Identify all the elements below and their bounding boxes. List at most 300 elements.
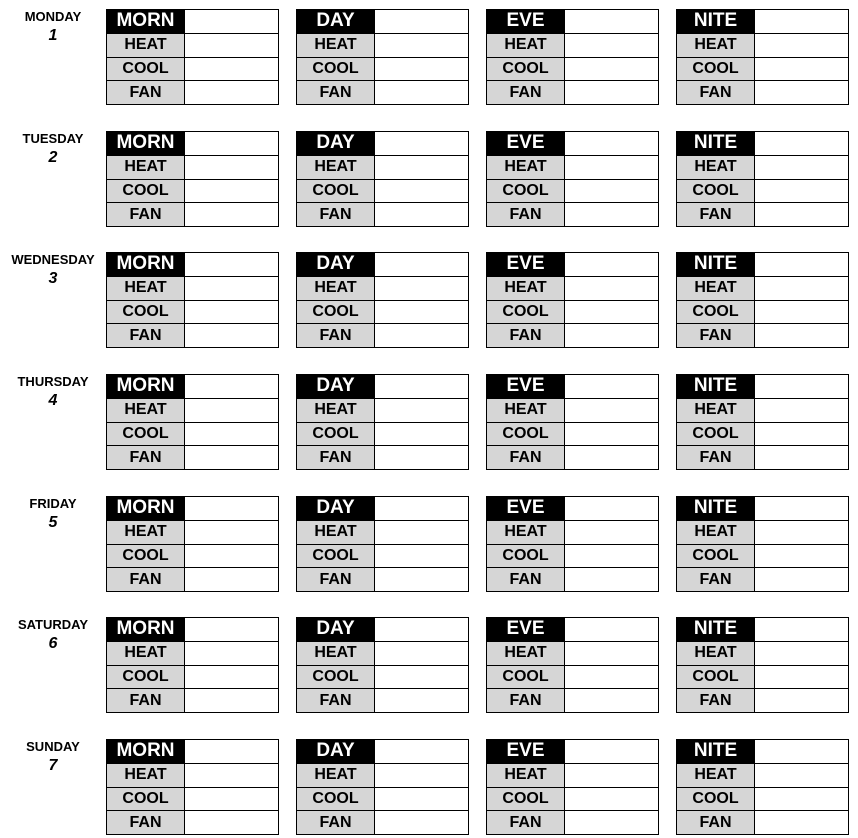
period-header-row xyxy=(487,132,659,156)
setting-value-cell[interactable] xyxy=(755,33,849,57)
setting-value-cell[interactable] xyxy=(755,398,849,422)
setting-row xyxy=(677,422,849,446)
day-label-monday xyxy=(0,9,106,45)
setting-label-cool: COOL xyxy=(677,422,755,446)
setting-label-fan: FAN xyxy=(677,811,755,835)
setting-value-cell[interactable] xyxy=(375,33,469,57)
wednesday-eve-table xyxy=(486,252,659,348)
setting-row xyxy=(107,568,279,592)
period-header: NITE xyxy=(677,253,755,277)
setting-value-cell[interactable] xyxy=(375,811,469,835)
time-entry-cell[interactable] xyxy=(375,375,469,399)
setting-label-cool: COOL xyxy=(487,787,565,811)
setting-label-fan: FAN xyxy=(297,324,375,348)
setting-value-cell[interactable] xyxy=(185,689,279,713)
setting-row xyxy=(297,81,469,105)
setting-value-cell[interactable] xyxy=(565,57,659,81)
time-entry-cell[interactable] xyxy=(565,253,659,277)
setting-row xyxy=(107,544,279,568)
setting-row xyxy=(297,544,469,568)
setting-row xyxy=(487,276,659,300)
setting-row xyxy=(487,665,659,689)
setting-value-cell[interactable] xyxy=(375,398,469,422)
sunday-eve-table xyxy=(486,739,659,835)
setting-value-cell[interactable] xyxy=(185,787,279,811)
wednesday-morn-table xyxy=(106,252,279,348)
setting-label-cool: COOL xyxy=(107,300,185,324)
setting-label-cool: COOL xyxy=(297,787,375,811)
setting-label-heat: HEAT xyxy=(297,763,375,787)
setting-row xyxy=(677,787,849,811)
time-entry-cell[interactable] xyxy=(565,618,659,642)
time-entry-cell[interactable] xyxy=(375,497,469,521)
setting-row xyxy=(107,81,279,105)
day-name: THURSDAY xyxy=(17,374,89,389)
saturday-day-table xyxy=(296,617,469,713)
sunday-morn-table xyxy=(106,739,279,835)
setting-row xyxy=(107,398,279,422)
setting-value-cell[interactable] xyxy=(185,81,279,105)
period-header-row xyxy=(107,618,279,642)
setting-value-cell[interactable] xyxy=(755,787,849,811)
setting-value-cell[interactable] xyxy=(565,300,659,324)
setting-value-cell[interactable] xyxy=(565,446,659,470)
setting-row xyxy=(487,811,659,835)
setting-value-cell[interactable] xyxy=(565,33,659,57)
period-header: DAY xyxy=(297,10,375,34)
time-entry-cell[interactable] xyxy=(755,253,849,277)
period-header: NITE xyxy=(677,497,755,521)
setting-label-fan: FAN xyxy=(487,203,565,227)
period-header: NITE xyxy=(677,618,755,642)
time-entry-cell[interactable] xyxy=(375,253,469,277)
setting-row xyxy=(677,811,849,835)
saturday-morn-table xyxy=(106,617,279,713)
setting-value-cell[interactable] xyxy=(375,324,469,348)
setting-value-cell[interactable] xyxy=(565,763,659,787)
time-entry-cell[interactable] xyxy=(565,132,659,156)
setting-value-cell[interactable] xyxy=(565,422,659,446)
setting-value-cell[interactable] xyxy=(185,57,279,81)
setting-value-cell[interactable] xyxy=(185,641,279,665)
day-name: MONDAY xyxy=(24,9,82,24)
setting-row xyxy=(107,57,279,81)
setting-value-cell[interactable] xyxy=(755,81,849,105)
setting-value-cell[interactable] xyxy=(375,446,469,470)
setting-value-cell[interactable] xyxy=(755,811,849,835)
period-header-row xyxy=(677,375,849,399)
setting-label-heat: HEAT xyxy=(677,520,755,544)
setting-value-cell[interactable] xyxy=(375,544,469,568)
time-entry-cell[interactable] xyxy=(185,497,279,521)
time-entry-cell[interactable] xyxy=(375,132,469,156)
setting-value-cell[interactable] xyxy=(185,446,279,470)
setting-value-cell[interactable] xyxy=(755,641,849,665)
setting-value-cell[interactable] xyxy=(755,324,849,348)
setting-label-cool: COOL xyxy=(677,787,755,811)
setting-row xyxy=(677,33,849,57)
period-header-row xyxy=(677,618,849,642)
setting-row xyxy=(107,520,279,544)
monday-day-table xyxy=(296,9,469,105)
tuesday-day-table xyxy=(296,131,469,227)
setting-value-cell[interactable] xyxy=(755,300,849,324)
setting-value-cell[interactable] xyxy=(185,300,279,324)
setting-value-cell[interactable] xyxy=(565,324,659,348)
day-number: 6 xyxy=(48,635,58,652)
time-entry-cell[interactable] xyxy=(755,10,849,34)
period-header: NITE xyxy=(677,740,755,764)
setting-row xyxy=(297,787,469,811)
period-header-row xyxy=(677,497,849,521)
setting-label-fan: FAN xyxy=(297,81,375,105)
setting-label-fan: FAN xyxy=(297,203,375,227)
time-entry-cell[interactable] xyxy=(375,10,469,34)
setting-row xyxy=(487,179,659,203)
setting-row xyxy=(297,324,469,348)
setting-row xyxy=(297,155,469,179)
friday-nite-table xyxy=(676,496,849,592)
friday-morn-table xyxy=(106,496,279,592)
setting-label-cool: COOL xyxy=(107,544,185,568)
setting-row xyxy=(677,763,849,787)
period-header: DAY xyxy=(297,618,375,642)
setting-value-cell[interactable] xyxy=(565,520,659,544)
setting-row xyxy=(107,811,279,835)
setting-label-cool: COOL xyxy=(297,179,375,203)
setting-value-cell[interactable] xyxy=(185,665,279,689)
setting-value-cell[interactable] xyxy=(375,641,469,665)
time-entry-cell[interactable] xyxy=(565,10,659,34)
setting-label-fan: FAN xyxy=(297,446,375,470)
setting-row xyxy=(297,203,469,227)
setting-value-cell[interactable] xyxy=(565,787,659,811)
setting-value-cell[interactable] xyxy=(375,689,469,713)
setting-value-cell[interactable] xyxy=(755,544,849,568)
setting-row xyxy=(107,276,279,300)
monday-eve-table xyxy=(486,9,659,105)
period-header-row xyxy=(297,10,469,34)
setting-label-cool: COOL xyxy=(677,179,755,203)
setting-row xyxy=(677,300,849,324)
setting-label-cool: COOL xyxy=(107,57,185,81)
setting-value-cell[interactable] xyxy=(185,179,279,203)
time-entry-cell[interactable] xyxy=(755,375,849,399)
setting-row xyxy=(487,300,659,324)
monday-nite-table xyxy=(676,9,849,105)
setting-label-heat: HEAT xyxy=(107,33,185,57)
setting-label-cool: COOL xyxy=(297,422,375,446)
setting-value-cell[interactable] xyxy=(565,398,659,422)
setting-value-cell[interactable] xyxy=(375,203,469,227)
setting-row xyxy=(677,641,849,665)
period-header-row xyxy=(487,375,659,399)
setting-row xyxy=(297,33,469,57)
time-entry-cell[interactable] xyxy=(185,132,279,156)
setting-row xyxy=(297,665,469,689)
setting-label-fan: FAN xyxy=(677,203,755,227)
period-header-row xyxy=(297,253,469,277)
setting-row xyxy=(107,787,279,811)
setting-row xyxy=(297,641,469,665)
time-entry-cell[interactable] xyxy=(375,618,469,642)
setting-value-cell[interactable] xyxy=(565,641,659,665)
setting-row xyxy=(677,276,849,300)
setting-value-cell[interactable] xyxy=(185,33,279,57)
setting-value-cell[interactable] xyxy=(185,203,279,227)
setting-row xyxy=(677,179,849,203)
setting-row xyxy=(297,398,469,422)
setting-label-heat: HEAT xyxy=(487,520,565,544)
time-entry-cell[interactable] xyxy=(755,618,849,642)
setting-value-cell[interactable] xyxy=(565,81,659,105)
period-header: MORN xyxy=(107,497,185,521)
setting-value-cell[interactable] xyxy=(565,179,659,203)
setting-value-cell[interactable] xyxy=(185,568,279,592)
setting-value-cell[interactable] xyxy=(375,179,469,203)
setting-value-cell[interactable] xyxy=(755,179,849,203)
setting-label-cool: COOL xyxy=(297,665,375,689)
setting-value-cell[interactable] xyxy=(375,568,469,592)
period-header-row xyxy=(677,740,849,764)
setting-value-cell[interactable] xyxy=(185,324,279,348)
period-header-row xyxy=(487,253,659,277)
period-header: EVE xyxy=(487,10,565,34)
setting-label-fan: FAN xyxy=(677,689,755,713)
setting-label-fan: FAN xyxy=(677,324,755,348)
setting-label-heat: HEAT xyxy=(487,33,565,57)
setting-value-cell[interactable] xyxy=(565,568,659,592)
setting-value-cell[interactable] xyxy=(755,422,849,446)
setting-row xyxy=(487,520,659,544)
setting-label-heat: HEAT xyxy=(107,155,185,179)
period-header-row xyxy=(487,497,659,521)
setting-row xyxy=(107,422,279,446)
setting-row xyxy=(107,300,279,324)
setting-label-heat: HEAT xyxy=(107,398,185,422)
setting-row xyxy=(487,763,659,787)
setting-value-cell[interactable] xyxy=(375,763,469,787)
setting-label-heat: HEAT xyxy=(297,641,375,665)
setting-label-heat: HEAT xyxy=(487,641,565,665)
setting-label-heat: HEAT xyxy=(677,33,755,57)
setting-value-cell[interactable] xyxy=(185,422,279,446)
period-header: MORN xyxy=(107,132,185,156)
time-entry-cell[interactable] xyxy=(185,375,279,399)
setting-row xyxy=(107,689,279,713)
setting-value-cell[interactable] xyxy=(755,446,849,470)
time-entry-cell[interactable] xyxy=(185,740,279,764)
setting-value-cell[interactable] xyxy=(565,544,659,568)
setting-value-cell[interactable] xyxy=(375,300,469,324)
setting-value-cell[interactable] xyxy=(755,57,849,81)
setting-row xyxy=(487,568,659,592)
setting-row xyxy=(677,57,849,81)
setting-label-cool: COOL xyxy=(487,57,565,81)
day-label-thursday xyxy=(0,374,106,410)
sunday-nite-table xyxy=(676,739,849,835)
setting-label-cool: COOL xyxy=(487,179,565,203)
setting-label-cool: COOL xyxy=(487,544,565,568)
time-entry-cell[interactable] xyxy=(185,253,279,277)
setting-label-fan: FAN xyxy=(107,811,185,835)
period-header-row xyxy=(487,740,659,764)
setting-value-cell[interactable] xyxy=(565,811,659,835)
setting-row xyxy=(107,33,279,57)
time-entry-cell[interactable] xyxy=(565,497,659,521)
setting-value-cell[interactable] xyxy=(185,811,279,835)
setting-row xyxy=(107,179,279,203)
setting-value-cell[interactable] xyxy=(565,276,659,300)
period-header-row xyxy=(297,132,469,156)
setting-label-heat: HEAT xyxy=(677,398,755,422)
day-number: 7 xyxy=(48,757,58,774)
day-number: 5 xyxy=(48,514,58,531)
period-header: EVE xyxy=(487,618,565,642)
time-entry-cell[interactable] xyxy=(565,375,659,399)
setting-row xyxy=(487,787,659,811)
setting-label-fan: FAN xyxy=(107,568,185,592)
setting-label-cool: COOL xyxy=(487,665,565,689)
period-header: NITE xyxy=(677,132,755,156)
setting-value-cell[interactable] xyxy=(755,276,849,300)
period-header-row xyxy=(107,740,279,764)
setting-value-cell[interactable] xyxy=(755,155,849,179)
setting-value-cell[interactable] xyxy=(565,155,659,179)
thursday-day-table xyxy=(296,374,469,470)
period-header: MORN xyxy=(107,618,185,642)
setting-value-cell[interactable] xyxy=(375,57,469,81)
period-header: EVE xyxy=(487,253,565,277)
time-entry-cell[interactable] xyxy=(755,740,849,764)
setting-value-cell[interactable] xyxy=(185,398,279,422)
day-name: TUESDAY xyxy=(22,131,84,146)
period-header: MORN xyxy=(107,375,185,399)
setting-value-cell[interactable] xyxy=(375,665,469,689)
day-number: 4 xyxy=(48,392,58,409)
setting-value-cell[interactable] xyxy=(755,665,849,689)
setting-row xyxy=(487,641,659,665)
setting-row xyxy=(677,520,849,544)
setting-row xyxy=(677,324,849,348)
sunday-day-table xyxy=(296,739,469,835)
setting-row xyxy=(677,689,849,713)
setting-label-cool: COOL xyxy=(677,57,755,81)
time-entry-cell[interactable] xyxy=(755,497,849,521)
setting-value-cell[interactable] xyxy=(755,203,849,227)
setting-row xyxy=(487,446,659,470)
setting-row xyxy=(677,544,849,568)
period-header: DAY xyxy=(297,375,375,399)
time-entry-cell[interactable] xyxy=(375,740,469,764)
saturday-nite-table xyxy=(676,617,849,713)
saturday-eve-table xyxy=(486,617,659,713)
time-entry-cell[interactable] xyxy=(565,740,659,764)
setting-row xyxy=(297,811,469,835)
setting-label-heat: HEAT xyxy=(677,276,755,300)
period-header: DAY xyxy=(297,132,375,156)
setting-value-cell[interactable] xyxy=(185,763,279,787)
wednesday-day-table xyxy=(296,252,469,348)
period-header: DAY xyxy=(297,497,375,521)
setting-value-cell[interactable] xyxy=(565,665,659,689)
setting-row xyxy=(487,33,659,57)
setting-value-cell[interactable] xyxy=(565,203,659,227)
setting-value-cell[interactable] xyxy=(565,689,659,713)
setting-value-cell[interactable] xyxy=(185,520,279,544)
setting-label-fan: FAN xyxy=(297,811,375,835)
day-number: 1 xyxy=(48,27,58,44)
setting-row xyxy=(487,689,659,713)
thursday-morn-table xyxy=(106,374,279,470)
setting-row xyxy=(297,300,469,324)
setting-label-heat: HEAT xyxy=(297,520,375,544)
setting-label-heat: HEAT xyxy=(297,155,375,179)
setting-row xyxy=(487,422,659,446)
period-header: MORN xyxy=(107,253,185,277)
setting-label-heat: HEAT xyxy=(487,398,565,422)
setting-label-fan: FAN xyxy=(107,324,185,348)
setting-label-heat: HEAT xyxy=(107,641,185,665)
setting-label-heat: HEAT xyxy=(487,763,565,787)
setting-value-cell[interactable] xyxy=(375,81,469,105)
setting-label-heat: HEAT xyxy=(677,763,755,787)
setting-label-cool: COOL xyxy=(677,300,755,324)
setting-value-cell[interactable] xyxy=(185,276,279,300)
tuesday-nite-table xyxy=(676,131,849,227)
setting-value-cell[interactable] xyxy=(375,520,469,544)
setting-row xyxy=(487,398,659,422)
time-entry-cell[interactable] xyxy=(755,132,849,156)
setting-label-heat: HEAT xyxy=(487,276,565,300)
setting-label-cool: COOL xyxy=(107,422,185,446)
setting-row xyxy=(297,763,469,787)
setting-value-cell[interactable] xyxy=(375,155,469,179)
setting-label-fan: FAN xyxy=(487,689,565,713)
setting-label-fan: FAN xyxy=(107,446,185,470)
setting-row xyxy=(297,57,469,81)
setting-row xyxy=(487,155,659,179)
setting-row xyxy=(677,81,849,105)
setting-row xyxy=(107,641,279,665)
setting-label-fan: FAN xyxy=(297,568,375,592)
wednesday-nite-table xyxy=(676,252,849,348)
setting-row xyxy=(487,324,659,348)
time-entry-cell[interactable] xyxy=(185,618,279,642)
setting-value-cell[interactable] xyxy=(375,276,469,300)
period-header: DAY xyxy=(297,253,375,277)
setting-value-cell[interactable] xyxy=(375,787,469,811)
setting-value-cell[interactable] xyxy=(185,544,279,568)
setting-label-fan: FAN xyxy=(677,446,755,470)
setting-value-cell[interactable] xyxy=(755,520,849,544)
setting-row xyxy=(107,665,279,689)
setting-value-cell[interactable] xyxy=(755,689,849,713)
setting-row xyxy=(297,689,469,713)
setting-value-cell[interactable] xyxy=(185,155,279,179)
setting-value-cell[interactable] xyxy=(755,568,849,592)
setting-label-fan: FAN xyxy=(297,689,375,713)
setting-value-cell[interactable] xyxy=(755,763,849,787)
setting-label-cool: COOL xyxy=(677,544,755,568)
setting-row xyxy=(297,422,469,446)
setting-value-cell[interactable] xyxy=(375,422,469,446)
day-label-saturday xyxy=(0,617,106,653)
setting-label-fan: FAN xyxy=(487,81,565,105)
time-entry-cell[interactable] xyxy=(185,10,279,34)
setting-row xyxy=(677,568,849,592)
period-header: NITE xyxy=(677,10,755,34)
